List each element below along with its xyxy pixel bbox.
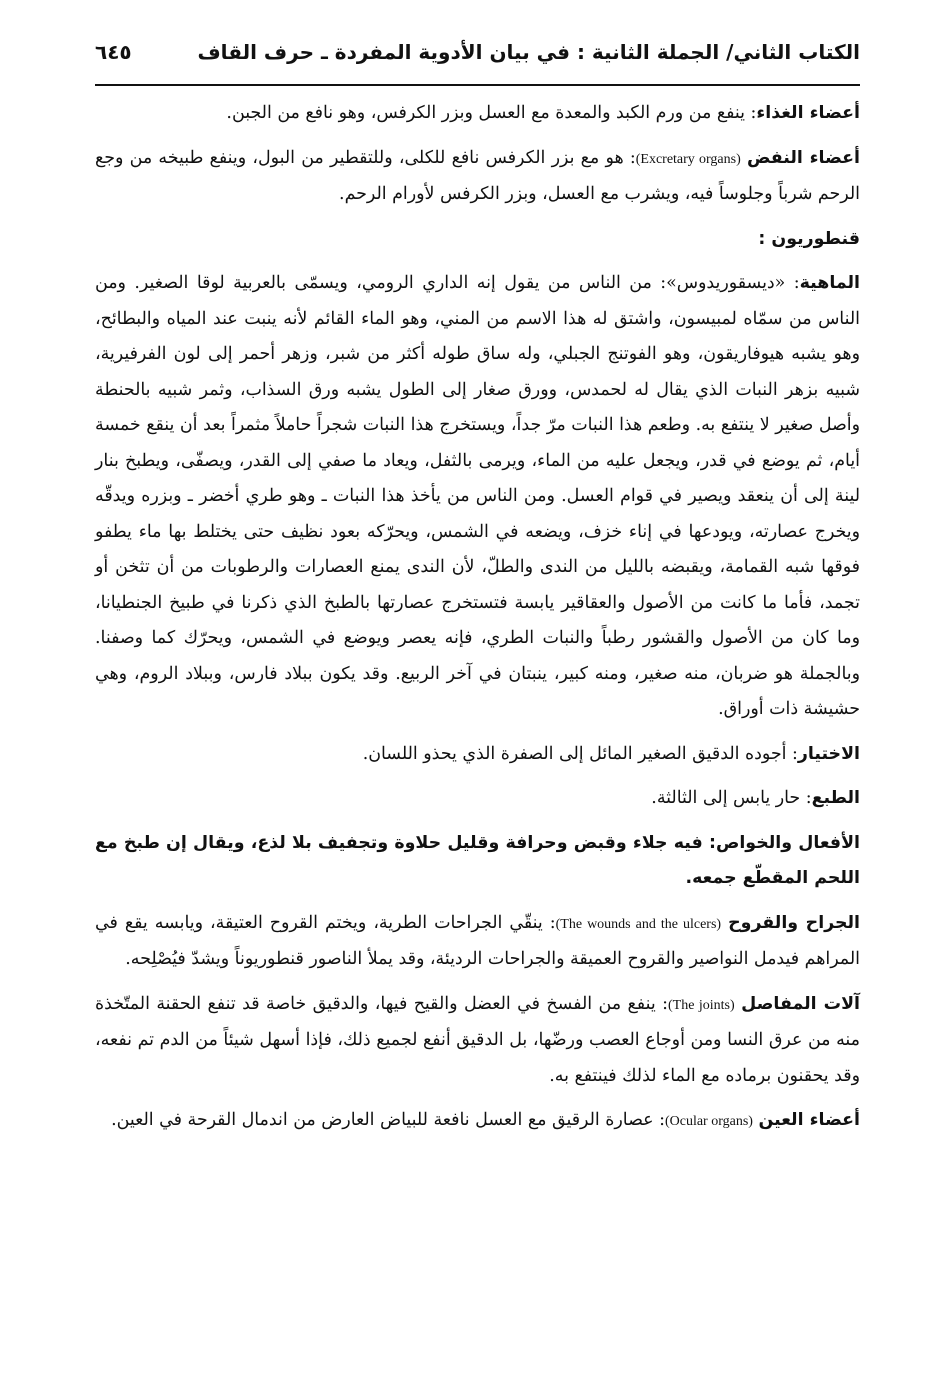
page-body: [95, 96, 860, 1361]
section-nutrition-organs: [95, 96, 860, 132]
section-text: : ينفع من الفسخ في العضل والقيح فيها، والدقيق خاصة قد تنفع الحقنة المتّخذة منه من عرق النسا ومن أوجاع العصب ورضّها، بل الدقيق أنفع لجميع ذلك، فإذا أسهل شيئاً من الدم تم نفعه، وقد يحقنون برماده مع الماء لذلك فينتفع به.: [95, 993, 860, 1086]
section-text: : هو مع بزر الكرفس نافع للكلى، وللتقطير من البول، وينفع طبيخه من وجع الرحم شرباً وجلوساً فيه، ويشرب مع العسل، وبزر الكرفس لأورام الرحم.: [95, 147, 860, 204]
section-text: : «ديسقوريدوس»: من الناس من يقول إنه الداري الرومي، ويسمّى بالعربية لوقا الصغير. ومن الناس من سمّاه لمبيسون، واشتق له هذا الاسم من المني، وهو الماء القائم لأنه ينبت عند المياه والبطائح، وهو يشبه هيوفاريقون، وهو الفوتنج الجبلي، وله ساق طوله أكثر من شبر، وزهر أحمر إلى لون الفرفيرية، شبيه بزهر النبات الذي يقال له لحمدس، وورق صغار إلى الطول يشبه ورق السذاب، وثمر شبيه بالحنطة وأصل صغير لا ينتفع به. وطعم هذا النبات مرّ جداً، ويستخرج هذا النبات شجراً حاملاً مثمراً بعد أن ينقع خمسة أيام، ثم يوضع في قدر، ويجعل عليه من الماء، ويرمى بالثفل، ويعاد ما صفي إلى القدر، ويصفّى، ويطبخ بنار لينة إلى أن ينعقد ويصير في قوام العسل. ومن الناس من يأخذ هذا النبات ـ وهو طري أخضر ـ وبزره ويدقّه ويخرج عصارته، ويودعها في إناء خزف، ويضعه في الشمس، ويحرّكه بعود نظيف حتى يختلط بها ماء يطفو فوقها شبه القمامة، ويقبضه بالليل من الندى والطلّ، لأن الندى يمنع العصارات والرطوبات من أن تثخن أو تجمد، فأما ما كانت من الأصول والعقاقير يابسة فتستخرج عصارتها بالطبخ الذي ذكرنا في طبيخ الجنطيانا، وما كان من الأصول والقشور رطباً والنبات الطري، فإنه يعصر ويوضع في الشمس، ويحرّك كما وصفنا. وبالجملة هو ضربان، منه صغير، ومنه كبير، ينبتان في آخر الربيع. وقد يكون ببلاد فارس، وببلاد الروم، وهي حشيشة ذات أوراق.: [95, 273, 860, 719]
section-text: : أجوده الدقيق الصغير المائل إلى الصفرة الذي يحذو اللسان.: [362, 743, 798, 764]
page-number: ٦٤٥: [95, 40, 132, 64]
section-text: : فيه جلاء وقبض وحرافة وقليل حلاوة وتجفيف بلا لذع، ويقال إن طبخ مع اللحم المقطّع جمعه.: [95, 832, 860, 888]
section-essence: [95, 266, 860, 728]
section-heading: الماهية: [799, 273, 860, 293]
english-term: (The joints): [668, 997, 735, 1013]
page-header: [95, 28, 860, 86]
running-title: الكتاب الثاني/ الجملة الثانية : في بيان الأدوية المفردة ـ حرف القاف: [197, 40, 860, 64]
section-actions-properties: [95, 826, 860, 897]
section-wounds-ulcers: [95, 906, 860, 978]
section-heading: الاختيار: [797, 743, 860, 764]
section-temperament: [95, 781, 860, 817]
section-heading: الجراح والقروح: [728, 912, 861, 933]
section-text: : ينفع من ورم الكبد والمعدة مع العسل وبزر الكرفس، وهو نافع من الجبن.: [226, 103, 757, 123]
section-excretory-organs: [95, 141, 860, 213]
section-text: : عصارة الرقيق مع العسل نافعة للبياض العارض من اندمال القرحة في العين.: [111, 1110, 665, 1130]
english-term: (The wounds and the ulcers): [555, 916, 722, 932]
section-joints: [95, 987, 860, 1095]
section-heading: أعضاء العين: [758, 1110, 860, 1130]
section-text: : ينقّي الجراحات الطرية، ويختم القروح العتيقة، ويابسه يقع في المراهم فيدمل النواصير والقروح العميقة والجراحات الرديئة، وقد يملأ الناصور قنطوريوناً ويشدّ فيُصْلِحه.: [95, 912, 860, 969]
section-heading: الأفعال والخواص: [715, 832, 860, 853]
section-heading: أعضاء النفض: [747, 147, 860, 168]
english-term: (Ocular organs): [664, 1114, 753, 1129]
section-heading: آلات المفاصل: [741, 993, 860, 1014]
entry-heading-qantoriyun: [95, 222, 860, 258]
entry-title: قنطوريون :: [758, 228, 860, 249]
section-text: : حار يابس إلى الثالثة.: [651, 788, 812, 808]
section-ocular-organs: [95, 1103, 860, 1140]
section-heading: أعضاء الغذاء: [756, 103, 860, 123]
section-selection: [95, 737, 860, 773]
english-term: (Excretary organs): [635, 151, 741, 167]
section-heading: الطبع: [811, 788, 860, 808]
